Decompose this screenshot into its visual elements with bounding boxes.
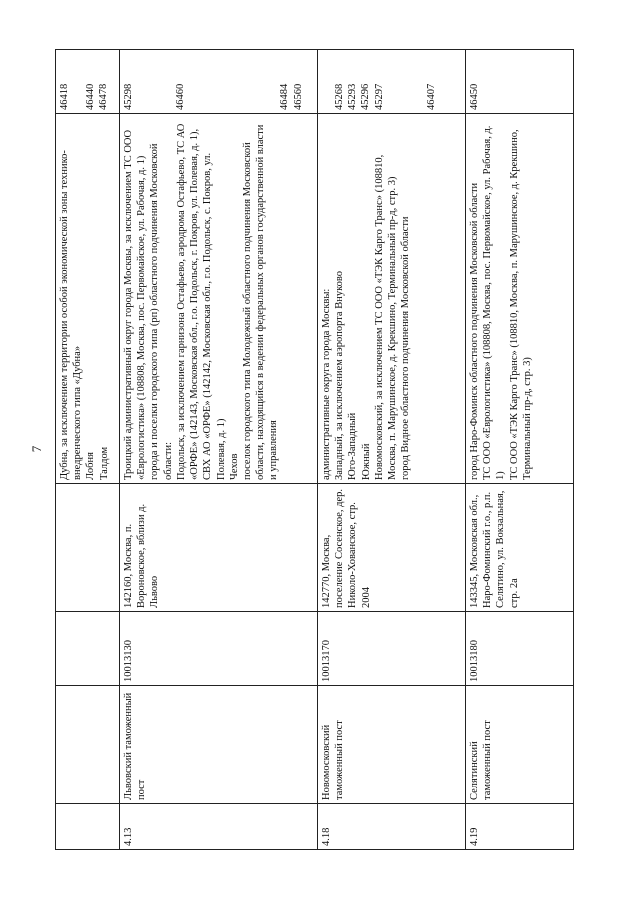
cell-code: 10013170 xyxy=(318,612,466,686)
oktmo-code: 46407 xyxy=(425,83,437,110)
table-row xyxy=(466,50,574,850)
cell-num: 4.19 xyxy=(466,804,574,850)
oktmo-code: 45293 xyxy=(347,83,359,110)
cell-oktmo-codes xyxy=(120,50,318,114)
area-line: города и поселки городского типа (рп) областного подчинения Московской области: xyxy=(149,143,174,480)
area-line: город Видное областного подчинения Московской области xyxy=(400,216,412,480)
oktmo-code: 46460 xyxy=(175,83,187,110)
cell-areas xyxy=(466,114,574,484)
cell-oktmo-codes xyxy=(466,50,574,114)
oktmo-code: 46484 xyxy=(279,83,291,110)
cell-oktmo-codes xyxy=(56,50,120,114)
cell-areas xyxy=(56,114,120,484)
area-line: Талдом xyxy=(98,446,110,480)
cell-name: Львовский таможенный пост xyxy=(120,686,318,804)
area-line: Дубна, за исключением территории особой экономической зоны технико-внедренческого типа «Дубна» xyxy=(59,150,84,480)
area-line: Новомосковский, за исключением ТС ООО «ТЭК Карго Транс» (108810, Москва, п. Марушинское, д. Крекшино, Терминальный пр-д, стр. 3) xyxy=(373,154,399,480)
cell-oktmo-codes xyxy=(318,50,466,114)
area-line: Лобня xyxy=(85,452,97,480)
page-number: 7 xyxy=(29,445,44,453)
oktmo-code: 46418 xyxy=(59,83,70,110)
oktmo-code: 46560 xyxy=(292,83,304,110)
table-row xyxy=(120,50,318,850)
oktmo-code: 46450 xyxy=(469,83,480,110)
customs-posts-table xyxy=(55,49,574,850)
cell-num xyxy=(56,804,120,850)
oktmo-code: 45297 xyxy=(373,83,385,110)
cell-address: 142770, Москва, поселение Сосенское, дер. Николо-Хованское, стр. 2004 xyxy=(318,484,466,612)
area-line: ТС ООО «ТЭК Карго Транс» (108810, Москва, п. Марушинское, д. Крекшино, Терминальный пр-д, стр. 3) xyxy=(508,129,533,480)
oktmo-code: 46440 xyxy=(85,83,97,110)
cell-address: 143345, Московская обл., Наро-Фоминский г.о., р.п. Селятино, ул. Вокзальная, стр. 2а xyxy=(466,484,574,612)
cell-address xyxy=(56,484,120,612)
table-row xyxy=(318,50,466,850)
cell-num: 4.13 xyxy=(120,804,318,850)
cell-code xyxy=(56,612,120,686)
oktmo-code: 45268 xyxy=(334,83,345,110)
cell-code: 10013180 xyxy=(466,612,574,686)
cell-code: 10013130 xyxy=(120,612,318,686)
cell-name: Новомосковский таможенный пост xyxy=(318,686,466,804)
table-row-continuation xyxy=(56,50,120,850)
cell-num: 4.18 xyxy=(318,804,466,850)
cell-name: Селятинский таможенный пост xyxy=(466,686,574,804)
area-line: Троицкий административный округ города Москвы, за исключением ТС ООО «Еврологистика» (108808, Москва, пос. Первомайское, ул. Рабочая, д. 1) xyxy=(123,129,148,480)
rotated-table-container xyxy=(55,50,575,850)
area-line: Западный, за исключением аэропорта Внуково xyxy=(334,270,346,480)
oktmo-code: 45296 xyxy=(360,83,372,110)
oktmo-code: 46478 xyxy=(98,83,110,110)
area-line: административные округа города Москвы: xyxy=(321,288,332,480)
area-line: город Наро-Фоминск областного подчинения Московской области xyxy=(469,182,480,480)
oktmo-code: 45298 xyxy=(123,83,134,110)
area-line: Юго-Западный xyxy=(347,412,359,480)
area-line: Чехов xyxy=(228,453,240,480)
cell-areas xyxy=(318,114,466,484)
area-line: поселок городского типа Молодежный областного подчинения Московской области, находящийся в ведении федеральных органов государственной власти и управления xyxy=(241,124,280,480)
area-line: Южный xyxy=(360,443,372,480)
cell-address: 142160, Москва, п. Вороновское, вблизи д. Львово xyxy=(120,484,318,612)
cell-name xyxy=(56,686,120,804)
area-line: Подольск, за исключением гарнизона Остафьево, аэродрома Остафьево, ТС АО «ОРФЕ» (142143, Московская обл., г.о. Подольск, г. Покров, ул. Полевая, д. 1), СВХ АО «ОРФЕ» (142142, Московская обл., г.о. Подольск, с. Покров, ул. Полевая, д. 1) xyxy=(175,123,227,480)
cell-areas xyxy=(120,114,318,484)
area-line: ТС ООО «Еврологистика» (108808, Москва, пос. Первомайское, ул. Рабочая, д. 1) xyxy=(482,125,507,480)
